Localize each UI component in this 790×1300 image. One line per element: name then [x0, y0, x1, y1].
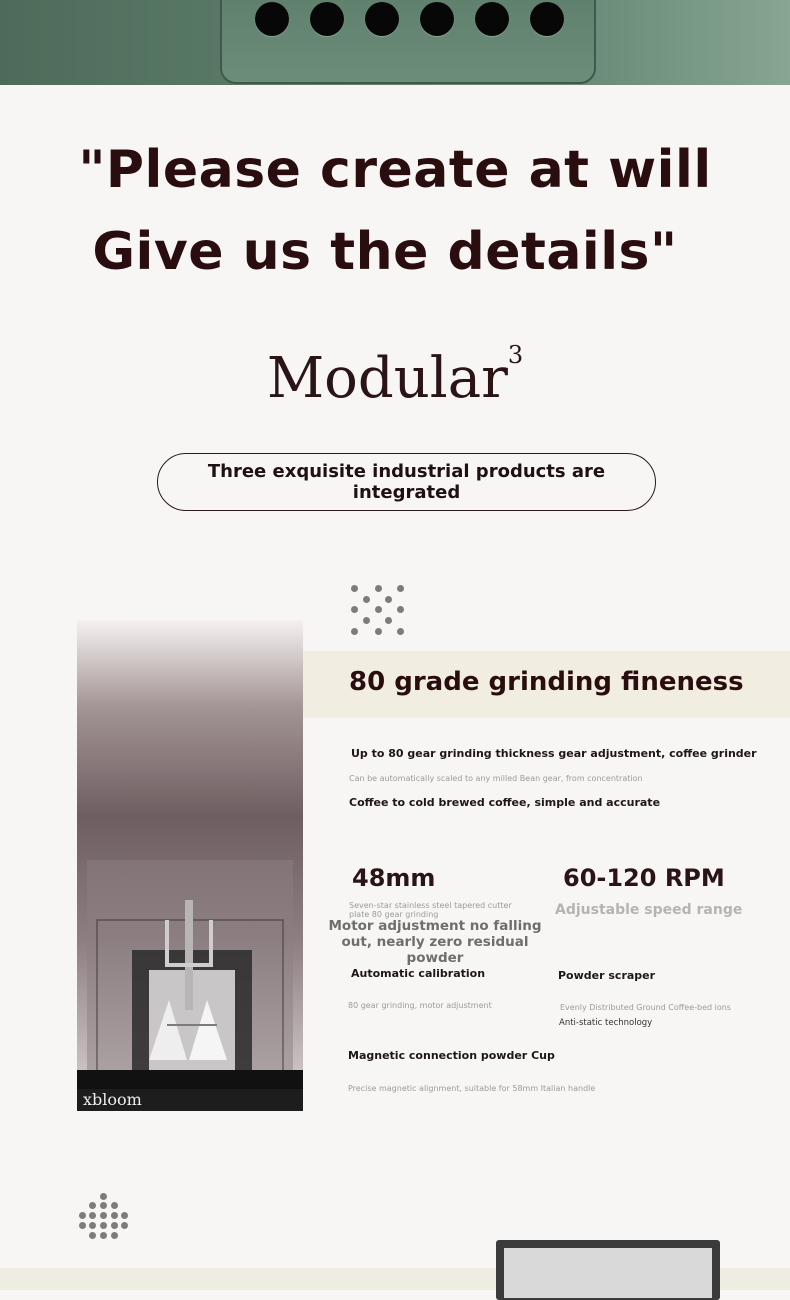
scraper-desc-2: Anti-static technology [559, 1018, 653, 1028]
vent-hole [530, 2, 564, 36]
quote-line-2: Give us the details" [92, 222, 678, 282]
scraper-title: Powder scraper [558, 969, 656, 982]
vent-hole [420, 2, 454, 36]
magnetic-title: Magnetic connection powder Cup [348, 1049, 555, 1062]
vent-hole [310, 2, 344, 36]
vent-hole [365, 2, 399, 36]
magnetic-desc: Precise magnetic alignment, suitable for 58mm Italian handle [348, 1084, 596, 1093]
calibration-desc: 80 gear grinding, motor adjustment [348, 1001, 492, 1010]
machine-panel [220, 0, 596, 84]
feature-desc-line-3: Coffee to cold brewed coffee, simple and accurate [349, 796, 661, 809]
quote-line-1: "Please create at will [78, 140, 712, 200]
feature-desc-line-1: Up to 80 gear grinding thickness gear adjustment, coffee grinder [351, 747, 757, 760]
motor-note: Motor adjustment no falling out, nearly zero residual powder [328, 918, 542, 966]
rpm-stat: 60-120 RPM [563, 864, 725, 892]
burr-size-desc: Seven-star stainless steel tapered cutter plate 80 gear grinding [349, 901, 512, 919]
dots-grid-icon [349, 583, 409, 639]
calibration-title: Automatic calibration [351, 967, 486, 980]
brand-wordmark [0, 341, 790, 411]
scraper-desc: Evenly Distributed Ground Coffee-bed ions [560, 1003, 731, 1012]
grinder-product-image [77, 620, 303, 1111]
feature-desc-line-2: Can be automatically scaled to any milled Bean gear, from concentration [349, 774, 643, 783]
dots-diamond-icon [77, 1192, 131, 1246]
feature-title: 80 grade grinding fineness [349, 667, 744, 697]
pill-text: Three exquisite industrial products are integrated [207, 461, 606, 503]
brand-superscript: 3 [507, 341, 524, 370]
xbloom-logo: xbloom [77, 1089, 303, 1111]
next-product-detail [504, 1248, 712, 1298]
integration-pill [157, 453, 656, 511]
brand-name: Modular [266, 346, 508, 411]
burr-size-stat: 48mm [352, 864, 436, 892]
product-top-image [0, 0, 790, 85]
vent-hole [255, 2, 289, 36]
rpm-desc: Adjustable speed range [555, 902, 743, 918]
vent-hole [475, 2, 509, 36]
